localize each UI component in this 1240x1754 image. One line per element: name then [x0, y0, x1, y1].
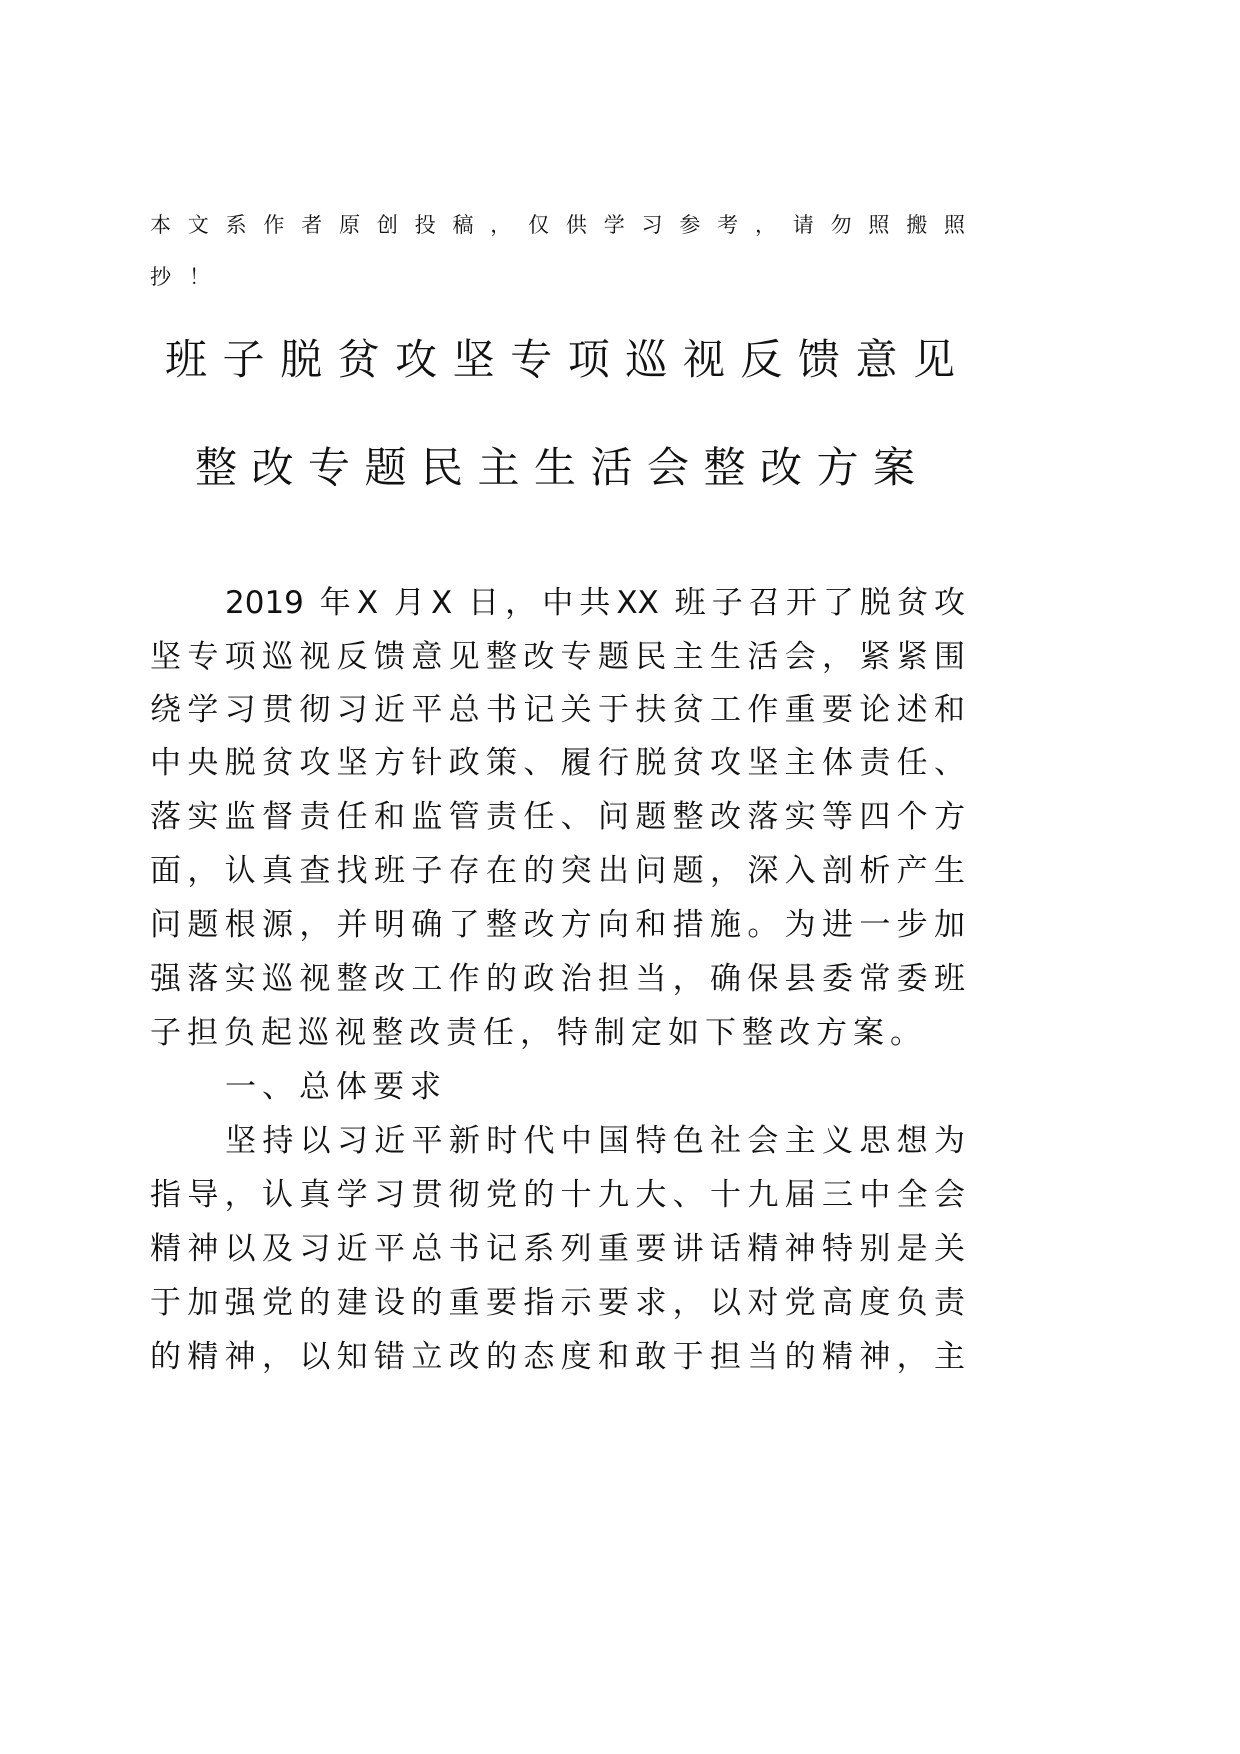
paragraph-line: 2019 年X 月X 日，中共XX 班子召开了脱贫攻	[225, 585, 965, 621]
paragraph-line: 坚持以习近平新时代中国特色社会主义思想为	[225, 1123, 965, 1159]
document-title-line-2: 整改专题民主生活会整改方案	[195, 443, 915, 492]
notice-line: 抄！	[150, 265, 228, 289]
notice-line: 本文系作者原创投稿，仅供学习参考，请勿照搬照	[150, 213, 965, 237]
paragraph-line: 强落实巡视整改工作的政治担当，确保县委常委班	[150, 961, 965, 997]
paragraph-line: 中央脱贫攻坚方针政策、履行脱贫攻坚主体责任、	[150, 745, 965, 781]
document-title-line-1: 班子脱贫攻坚专项巡视反馈意见	[165, 335, 955, 384]
section-heading: 一、总体要求	[225, 1069, 447, 1105]
paragraph-line: 落实监督责任和监管责任、问题整改落实等四个方	[150, 799, 965, 835]
paragraph-line: 的精神，以知错立改的态度和敢于担当的精神，主	[150, 1339, 965, 1375]
paragraph-line: 子担负起巡视整改责任，特制定如下整改方案。	[150, 1015, 927, 1051]
paragraph-line: 于加强党的建设的重要指示要求，以对党高度负责	[150, 1285, 965, 1321]
paragraph-line: 面，认真查找班子存在的突出问题，深入剖析产生	[150, 853, 965, 889]
paragraph-line: 精神以及习近平总书记系列重要讲话精神特别是关	[150, 1231, 965, 1267]
paragraph-line: 指导，认真学习贯彻党的十九大、十九届三中全会	[150, 1177, 965, 1213]
paragraph-line: 问题根源，并明确了整改方向和措施。为进一步加	[150, 907, 965, 943]
paragraph-line: 绕学习贯彻习近平总书记关于扶贫工作重要论述和	[150, 692, 965, 728]
paragraph-line: 坚专项巡视反馈意见整改专题民主生活会，紧紧围	[150, 639, 965, 675]
